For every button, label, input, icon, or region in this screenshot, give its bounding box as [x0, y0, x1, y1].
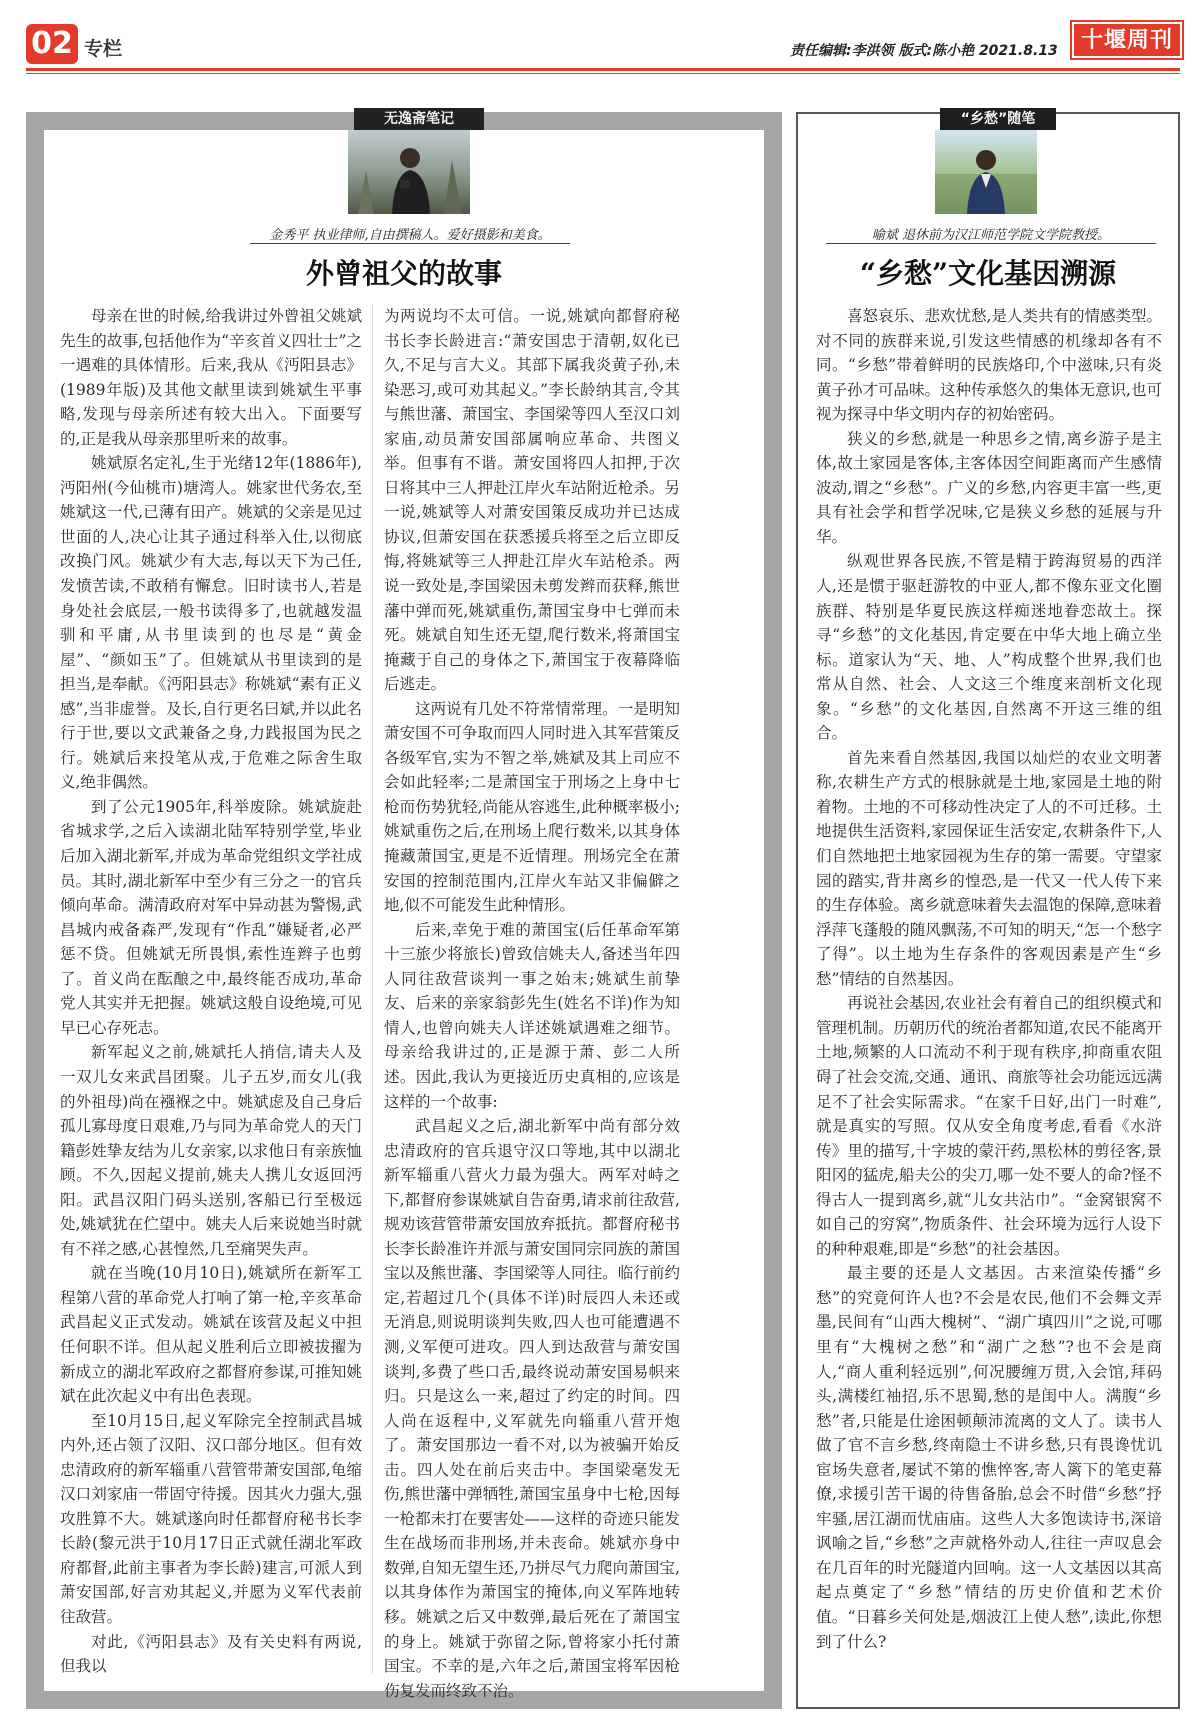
- paragraph: 就在当晚(10月10日),姚斌所在新军工程第八营的革命党人打响了第一枪,辛亥革命武昌起义正式发动。姚斌在该营及起义中担任何职不详。但从起义胜利后立即被拔擢为新成立的湖北军政府之都督府参谋,可推知姚斌在此次起义中有出色表现。: [60, 1264, 362, 1406]
- paragraph: 新军起义之前,姚斌托人捎信,请夫人及一双儿女来武昌团聚。儿子五岁,而女儿(我的外祖母)尚在襁褓之中。姚斌虑及自己身后孤儿寡母度日艰难,乃与同为革命党人的天门籍彭姓挚友结为儿女亲家,以求他日有亲族恤顾。不久,因起义提前,姚夫人携儿女返回沔阳。武昌汉阳门码头送别,客船已行至极远处,姚斌犹在伫望中。姚夫人后来说她当时就有不祥之感,心甚惶然,几至痛哭失声。: [60, 1043, 362, 1258]
- paragraph: 狭义的乡愁,就是一种思乡之情,离乡游子是主体,故土家园是客体,主客体因空间距离而产生感情波动,谓之“乡愁”。广义的乡愁,内容更丰富一些,更具有社会学和哲学况味,它是狭义乡愁的延展与升华。: [816, 429, 1162, 546]
- left-byline-divider: [250, 243, 570, 244]
- paragraph: 首先来看自然基因,我国以灿烂的农业文明著称,农耕生产方式的根脉就是土地,家园是土地的附着物。土地的不可移动性决定了人的不可迁移。土地提供生活资料,家园保证生活安定,农耕条件下,人们自然地把土地家园视为生存的第一需要。守望家园的踏实,背井离乡的惶恐,是一代又一代人传下来的生存体验。离乡就意味着失去温饱的保障,意味着浮萍飞蓬般的随风飘荡,不可知的明天,“怎一个愁字了得”。以土地为生存条件的客观因素是产生“乡愁”情结的自然基因。: [816, 748, 1162, 988]
- author-photo-left: [348, 130, 470, 214]
- left-author-byline: 金秀平 执业律师,自由撰稿人。爱好摄影和美食。: [269, 228, 551, 243]
- right-column-tag: “乡愁”随笔: [940, 108, 1056, 130]
- header-divider-thin: [26, 73, 1180, 74]
- left-column-divider: [372, 304, 373, 1674]
- paragraph: 对此,《沔阳县志》及有关史料有两说,但我以: [60, 1632, 362, 1676]
- paragraph: 再说社会基因,农业社会有着自己的组织模式和管理机制。历朝历代的统治者都知道,农民不能离开土地,频繁的人口流动不利于现有秩序,抑商重农阻碍了社会交流,交通、通讯、商旅等社会功能远远满足不了社会实际需求。“在家千日好,出门一时难”,就是真实的写照。仅从安全角度考虑,看看《水浒传》里的描写,十字坡的蒙汗药,黑松林的剪径客,景阳冈的猛虎,船夫公的尖刀,哪一处不要人的命?怪不得古人一提到离乡,就“儿女共沾巾”。“金窝银窝不如自己的穷窝”,物质条件、社会环境为远行人设下的种种艰难,即是“乡愁”的社会基因。: [816, 994, 1162, 1258]
- header-divider: [26, 68, 1180, 71]
- author-photo-right: [935, 130, 1037, 214]
- paragraph: 到了公元1905年,科举废除。姚斌旋赴省城求学,之后入读湖北陆军特别学堂,毕业后加入湖北新军,并成为革命党组织文学社成员。其时,湖北新军中至少有三分之一的官兵倾向革命。满清政府对军中异动甚为警惕,武昌城内戒备森严,发现有“作乱”嫌疑者,必严惩不贷。但姚斌无所畏惧,索性连辫子也剪了。首义尚在酝酿之中,最终能否成功,革命党人其实并无把握。姚斌这般自设绝境,可见早已心存死志。: [60, 797, 362, 1037]
- paragraph: 最主要的还是人文基因。古来渲染传播“乡愁”的究竟何许人也?不会是农民,他们不会舞文弄墨,民间有“山西大槐树”、“湖广填四川”之说,可哪里有“大槐树之愁”和“湖广之愁”?也不会是商人,“商人重利轻远别”,何况腰缠万贯,入会馆,拜码头,满楼红袖招,乐不思蜀,愁的是闺中人。满腹“乡愁”者,只能是仕途困顿颠沛流离的文人了。读书人做了官不言乡愁,终南隐士不讲乡愁,只有畏谗忧讥宦场失意者,屡试不第的憔悴客,寄人篱下的笔吏幕僚,求援引苦干谒的待售备胎,总会不时借“乡愁”抒牢骚,居江湖而忧庙庙。这些人大多饱读诗书,深谙讽喻之旨,“乡愁”之声就格外动人,往往一声叹息会在几百年的时光隧道内回响。这一人文基因以其高起点奠定了“乡愁”情结的历史价值和艺术价值。“日暮乡关何处是,烟波江上使人愁”,读此,你想到了什么?: [816, 1264, 1162, 1651]
- paragraph: 为两说均不太可信。一说,姚斌向都督府秘书长李长龄进言:“萧安国忠于清朝,奴化已久,不足与言大义。其部下属我炎黄子孙,未染恶习,或可劝其起义。”李长龄纳其言,令其与熊世藩、萧国宝、李国梁等四人至汉口刘家庙,动员萧安国部属响应革命、共图义举。但事有不谐。萧安国将四人扣押,于次日将其中三人押赴江岸火车站附近枪杀。另一说,姚斌等人对萧安国策反成功并已达成协议,但萧安国在获悉援兵将至之后立即反悔,将姚斌等三人押赴江岸火车站枪杀。两说一致处是,李国梁因未剪发辫而获释,熊世藩中弹而死,姚斌重伤,萧国宝身中七弹而未死。姚斌自知生还无望,爬行数米,将萧国宝掩藏于自己的身体之下,萧国宝于夜幕降临后逃走。: [384, 307, 680, 694]
- paragraph: 母亲在世的时候,给我讲过外曾祖父姚斌先生的故事,包括他作为“辛亥首义四壮士”之一遇难的具体情形。后来,我从《沔阳县志》(1989年版)及其他文献里读到姚斌生平事略,发现与母亲所述有较大出入。下面要写的,正是我从母亲那里听来的故事。: [60, 307, 362, 448]
- paragraph: 后来,幸免于难的萧国宝(后任革命军第十三旅少将旅长)曾致信姚夫人,备述当年四人同往敌营谈判一事之始末;姚斌生前挚友、后来的亲家翁彭先生(姓名不详)作为知情人,也曾向姚夫人详述姚斌遇难之细节。母亲给我讲过的,正是源于萧、彭二人所述。因此,我认为更接近历史真相的,应该是这样的一个故事:: [384, 920, 680, 1111]
- right-article-column: [816, 304, 1162, 1684]
- page-number: 02: [26, 24, 78, 64]
- masthead-logo: 十堰周刊: [1070, 20, 1184, 60]
- right-byline-divider: [826, 243, 1156, 244]
- left-article-column-2: [384, 304, 680, 1700]
- paragraph: 姚斌原名定礼,生于光绪12年(1886年),沔阳州(今仙桃市)塘湾人。姚家世代务农,至姚斌这一代,已薄有田产。姚斌的父亲是见过世面的人,决心让其子通过科举入仕,以彻底改换门风。姚斌少有大志,每以天下为己任,发愤苦读,不敢稍有懈怠。旧时读书人,若是身处社会底层,一般书读得多了,也就越发温驯和平庸,从书里读到的也尽是“黄金屋”、“颜如玉”了。但姚斌从书里读到的是担当,是奉献。《沔阳县志》称姚斌“素有正义感”,当非虚誉。及长,自行更名曰斌,并以此名行于世,要以文武兼备之身,力践报国为民之行。姚斌后来投笔从戎,于危难之际舍生取义,绝非偶然。: [60, 454, 362, 792]
- left-article-title: 外曾祖父的故事: [305, 257, 502, 290]
- left-article-column-1: [60, 304, 362, 1684]
- paragraph: 武昌起义之后,湖北新军中尚有部分效忠清政府的官兵退守汉口等地,其中以湖北新军辎重八营火力最为强大。两军对峙之下,都督府参谋姚斌自告奋勇,请求前往敌营,规劝该营管带萧安国放弃抵抗。都督府秘书长李长龄准许并派与萧安国同宗同族的萧国宝以及熊世藩、李国梁等人同往。临行前约定,若超过几个(具体不详)时辰四人未还或无消息,则说明谈判失败,四人也可能遭遇不测,义军便可进攻。四人到达敌营与萧安国谈判,多费了些口舌,最终说动萧安国易帜来归。只是这么一来,超过了约定的时间。四人尚在返程中,义军就先向辎重八营开炮了。萧安国那边一看不对,以为被骗开始反击。四人处在前后夹击中。李国梁毫发无伤,熊世藩中弹牺牲,萧国宝虽身中七枪,因每一枪都未打在要害处——这样的奇迹只能发生在战场而非刑场,并未丧命。姚斌亦身中数弹,自知无望生还,乃拼尽气力爬向萧国宝,以其身体作为萧国宝的掩体,向义军阵地转移。姚斌之后又中数弹,最后死在了萧国宝的身上。姚斌于弥留之际,曾将家小托付萧国宝。不幸的是,六年之后,萧国宝将军因枪伤复发而终致不治。: [384, 1117, 680, 1700]
- left-column-tag: 无逸斋笔记: [354, 108, 484, 130]
- paragraph: 纵观世界各民族,不管是精于跨海贸易的西洋人,还是惯于驱赶游牧的中亚人,都不像东亚文化圈族群、特别是华夏民族这样痴迷地眷恋故土。探寻“乡愁”的文化基因,肯定要在中华大地上确立坐标。道家认为“天、地、人”构成整个世界,我们也常从自然、社会、人文这三个维度来剖析文化现象。“乡愁”的文化基因,自然离不开这三维的组合。: [816, 552, 1162, 743]
- editor-credits: 责任编辑:李洪领 版式:陈小艳 2021.8.13: [790, 43, 1058, 59]
- author-portrait-image: [935, 130, 1037, 214]
- paragraph: 这两说有几处不符常情常理。一是明知萧安国不可争取而四人同时进入其军营策反各级军官,实为不智之举,姚斌及其上司应不会如此轻率;二是萧国宝于刑场之上身中七枪而伤势犹轻,尚能从容逃生,此种概率极小;姚斌重伤之后,在刑场上爬行数米,以其身体掩藏萧国宝,更是不近情理。刑场完全在萧安国的控制范围内,江岸火车站又非偏僻之地,似不可能发生此种情形。: [384, 699, 680, 915]
- section-name: 专栏: [84, 38, 123, 60]
- author-portrait-image: [348, 130, 470, 214]
- right-article-title: “乡愁”文化基因溯源: [859, 257, 1117, 290]
- right-author-byline: 喻斌 退休前为汉江师范学院文学院教授。: [871, 228, 1111, 243]
- paragraph: 至10月15日,起义军除完全控制武昌城内外,还占领了汉阳、汉口部分地区。但有效忠清政府的新军辎重八营管带萧安国部,龟缩汉口刘家庙一带固守待援。因其火力强大,强攻胜算不大。姚斌遂向时任都督府秘书长李长龄(黎元洪于10月17日正式就任湖北军政府都督,此前主事者为李长龄)建言,可派人到萧安国部,好言劝其起义,并愿为义军代表前往敌营。: [60, 1411, 362, 1626]
- paragraph: 喜怒哀乐、悲欢忧愁,是人类共有的情感类型。对不同的族群来说,引发这些情感的机缘却各有不同。“乡愁”带着鲜明的民族烙印,个中滋味,只有炎黄子孙才可品味。这种传承悠久的集体无意识,也可视为探寻中华文明内存的初始密码。: [816, 307, 1162, 424]
